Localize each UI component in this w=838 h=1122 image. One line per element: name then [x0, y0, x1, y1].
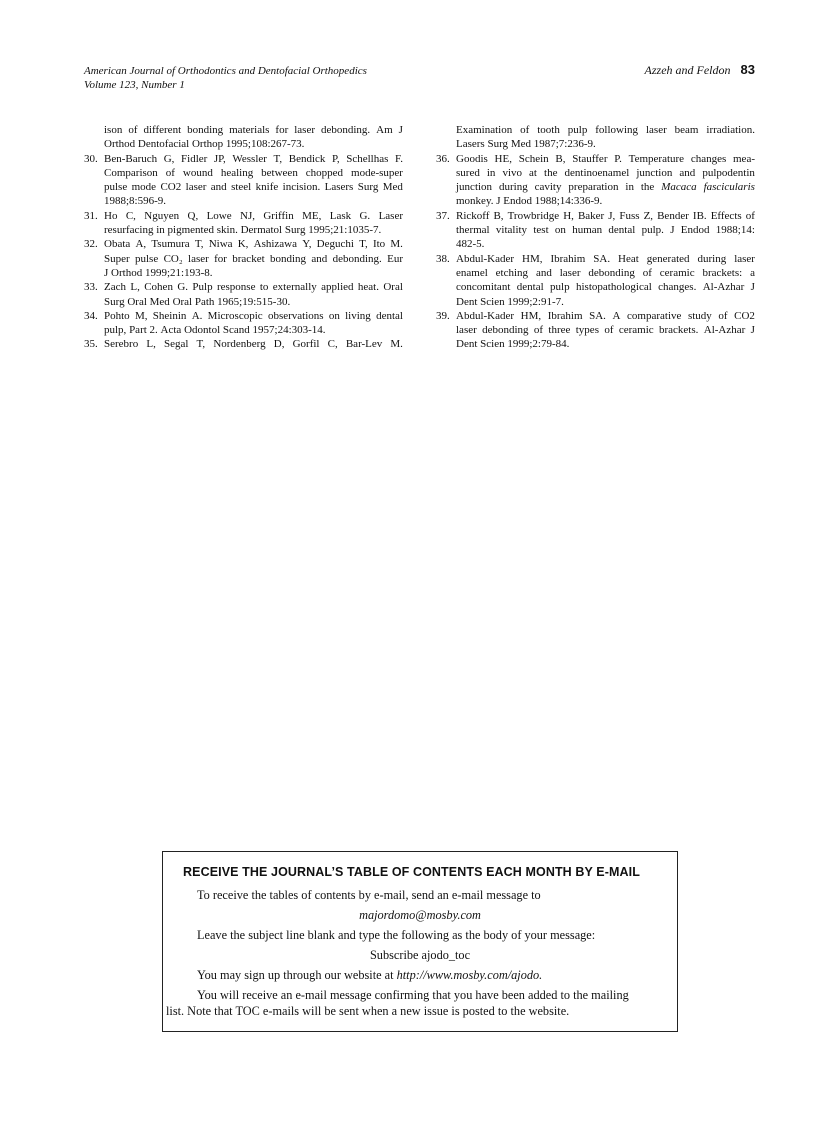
running-authors: Azzeh and Feldon [644, 63, 731, 77]
reference-number: 35. [84, 338, 98, 351]
reference-line: Dent Scien 1999;2:91-7. [456, 295, 564, 308]
references-right-column [436, 123, 755, 352]
toc-email-address[interactable]: majordomo@mosby.com [359, 908, 481, 922]
reference-line: Rickoff B, Trowbridge H, Baker J, Fuss Z, Bender IB. Effects of [456, 209, 755, 222]
reference-line: Abdul-Kader HM, Ibrahim SA. Heat generated during laser [456, 252, 755, 265]
reference-line: Obata A, Tsumura T, Niwa K, Ashizawa Y, Deguchi T, Ito M. [104, 238, 403, 251]
reference-number: 38. [436, 252, 450, 265]
reference-line: enamel etching and laser debonding of ceramic brackets: a [456, 266, 755, 279]
reference-line: Comparison of wound healing between chopped mode-super [104, 166, 403, 179]
reference-item [84, 337, 403, 351]
journal-title: American Journal of Orthodontics and Dentofacial Orthopedics [84, 65, 367, 77]
toc-email-box [162, 851, 678, 1032]
reference-line: Lasers Surg Med 1987;7:236-9. [456, 138, 596, 151]
reference-line: Orthod Dentofacial Orthop 1995;108:267-73. [104, 138, 305, 151]
reference-number: 34. [84, 309, 98, 322]
reference-item [84, 152, 403, 209]
reference-item [84, 209, 403, 238]
reference-item [436, 252, 755, 309]
toc-website-link[interactable]: http://www.mosby.com/ajodo. [396, 968, 543, 982]
reference-line: Ho C, Nguyen Q, Lowe NJ, Griffin ME, Lask G. Laser [104, 209, 403, 222]
reference-line: thermal vitality test on human dental pulp. J Endod 1988;14: [456, 224, 755, 237]
reference-number: 32. [84, 238, 98, 251]
references-left-column [84, 123, 403, 352]
reference-item [436, 123, 755, 152]
toc-box-title: RECEIVE THE JOURNAL’S TABLE OF CONTENTS EACH MONTH BY E-MAIL [183, 865, 640, 879]
toc-instruction-4: You will receive an e-mail message confirming that you have been added to the mailing [197, 988, 629, 1002]
reference-item [84, 309, 403, 338]
reference-line: junction during cavity preparation in the Macaca fascicularis [456, 181, 755, 194]
reference-line: Pohto M, Sheinin A. Microscopic observations on living dental [104, 309, 403, 322]
reference-line: Serebro L, Segal T, Nordenberg D, Gorfil C, Bar-Lev M. [104, 338, 403, 351]
journal-volume: Volume 123, Number 1 [84, 79, 185, 91]
reference-line: laser debonding of three types of ceramic brackets. Al-Azhar J [456, 324, 755, 337]
reference-item [436, 309, 755, 352]
toc-instruction-3: You may sign up through our website at [197, 968, 397, 982]
reference-line: J Orthod 1999;21:193-8. [104, 266, 213, 279]
page-number: 83 [740, 62, 755, 77]
reference-line: monkey. J Endod 1988;14:336-9. [456, 195, 603, 208]
reference-line: Goodis HE, Schein B, Stauffer P. Temperature changes mea- [456, 152, 755, 165]
toc-instruction-5: list. Note that TOC e-mails will be sent when a new issue is posted to the website. [166, 1004, 570, 1018]
reference-line: concomitant dental pulp histopathological changes. Al-Azhar J [456, 281, 755, 294]
reference-number: 39. [436, 309, 450, 322]
reference-item [84, 123, 403, 152]
reference-line: Abdul-Kader HM, Ibrahim SA. A comparative study of CO2 [456, 309, 755, 322]
reference-number: 36. [436, 152, 450, 165]
reference-item [84, 280, 403, 309]
running-header-right [645, 62, 755, 78]
reference-item [436, 209, 755, 252]
reference-line: Surg Oral Med Oral Path 1965;19:515-30. [104, 295, 291, 308]
reference-line: pulp, Part 2. Acta Odontol Scand 1957;24:303-14. [104, 324, 326, 337]
toc-instruction-1: To receive the tables of contents by e-mail, send an e-mail message to [197, 888, 541, 902]
reference-line: Super pulse CO₂ laser for bracket bonding and debonding. Eur [104, 252, 403, 265]
reference-line: 482-5. [456, 238, 485, 251]
reference-number: 37. [436, 209, 450, 222]
reference-line: ison of different bonding materials for laser debonding. Am J [104, 124, 403, 136]
toc-instruction-2: Leave the subject line blank and type the following as the body of your message: [197, 928, 596, 942]
running-header-journal [84, 64, 367, 92]
reference-item [84, 237, 403, 280]
toc-subscribe-command: Subscribe ajodo_toc [369, 948, 471, 962]
reference-number: 33. [84, 281, 98, 294]
reference-line: Ben-Baruch G, Fidler JP, Wessler T, Bendick P, Schellhas F. [104, 152, 403, 165]
reference-number: 31. [84, 209, 98, 222]
reference-line: Dent Scien 1999;2:79-84. [456, 338, 570, 351]
reference-number: 30. [84, 152, 98, 165]
reference-item [436, 152, 755, 209]
reference-line: resurfacing in pigmented skin. Dermatol Surg 1995;21:1035-7. [104, 224, 382, 237]
reference-line: Examination of tooth pulp following laser beam irradiation. [456, 124, 755, 136]
reference-line: 1988;8:596-9. [104, 195, 167, 208]
reference-line: pulse mode CO2 laser and steel knife incision. Lasers Surg Med [104, 181, 403, 194]
reference-line: sured in vivo at the dentinoenamel junction and pulpodentin [456, 166, 755, 179]
reference-line: Zach L, Cohen G. Pulp response to externally applied heat. Oral [104, 281, 403, 294]
